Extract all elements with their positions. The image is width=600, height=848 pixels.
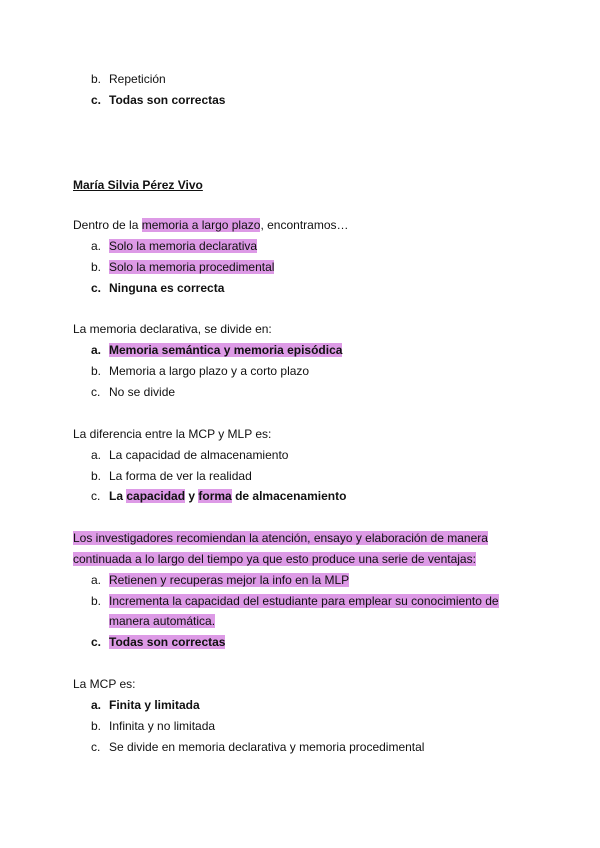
list-marker: c. [91,281,102,295]
list-item [91,238,257,254]
list-marker: b. [91,469,102,483]
list-marker: c. [91,385,101,399]
question-text: Dentro de la [73,218,142,232]
list-item [91,280,224,296]
question-4 [73,530,488,546]
list-item [91,384,175,400]
list-item [91,634,225,650]
option-text: La [109,489,127,503]
highlighted-text: Solo la memoria procedimental [109,260,275,274]
list-item [91,488,346,504]
highlighted-text: Solo la memoria declarativa [109,239,258,253]
list-item [91,593,499,609]
list-item [91,342,342,358]
list-marker: c. [91,489,101,503]
question-text: , encontramos… [260,218,349,232]
question-5: La MCP es: [73,677,136,691]
list-item [91,92,225,108]
list-item [91,259,274,275]
list-marker: a. [91,343,102,357]
option-text: La forma de ver la realidad [109,469,252,483]
highlighted-text: forma [198,489,232,503]
list-item-continued [109,613,215,629]
highlighted-text: memoria a largo plazo [141,218,261,232]
list-marker: a. [91,573,102,587]
option-text: No se divide [109,385,176,399]
option-text: y [185,489,199,503]
list-marker: a. [91,698,102,712]
highlighted-text: Todas son correctas [109,635,226,649]
list-marker: a. [91,239,102,253]
list-marker: c. [91,635,102,649]
list-item [91,697,200,713]
question-3: La diferencia entre la MCP y MLP es: [73,427,272,441]
list-item [91,71,166,87]
option-text: Memoria a largo plazo y a corto plazo [109,364,310,378]
highlighted-text: Memoria semántica y memoria episódica [109,343,343,357]
list-marker: c. [91,740,101,754]
list-item [91,468,252,484]
option-text: Infinita y no limitada [109,719,216,733]
option-text: Se divide en memoria declarativa y memoria procedimental [109,740,425,754]
list-marker: b. [91,719,102,733]
list-marker: c. [91,93,102,107]
list-marker: b. [91,72,102,86]
author-heading: María Silvia Pérez Vivo [73,178,203,192]
list-item [91,739,424,755]
highlighted-text: Retienen y recuperas mejor la info en la MLP [109,573,350,587]
list-marker: b. [91,594,102,608]
highlighted-text: capacidad [126,489,186,503]
option-text: Todas son correctas [109,93,226,107]
list-item [91,447,288,463]
highlighted-text: continuada a lo largo del tiempo ya que esto produce una serie de ventajas: [73,552,476,566]
list-marker: b. [91,260,102,274]
option-text: de almacenamiento [231,489,347,503]
list-marker: b. [91,364,102,378]
highlighted-text: manera automática. [109,614,216,628]
list-item [91,363,309,379]
highlighted-text: Incrementa la capacidad del estudiante para emplear su conocimiento de [109,594,499,608]
question-1 [73,217,349,233]
highlighted-text: Los investigadores recomiendan la atención, ensayo y elaboración de manera [73,531,488,545]
option-text: La capacidad de almacenamiento [109,448,289,462]
list-item [91,572,349,588]
list-item [91,718,215,734]
option-text: Repetición [109,72,166,86]
question-2: La memoria declarativa, se divide en: [73,322,272,336]
option-text: Ninguna es correcta [109,281,225,295]
list-marker: a. [91,448,102,462]
option-text: Finita y limitada [109,698,200,712]
question-4-continued [73,551,476,567]
